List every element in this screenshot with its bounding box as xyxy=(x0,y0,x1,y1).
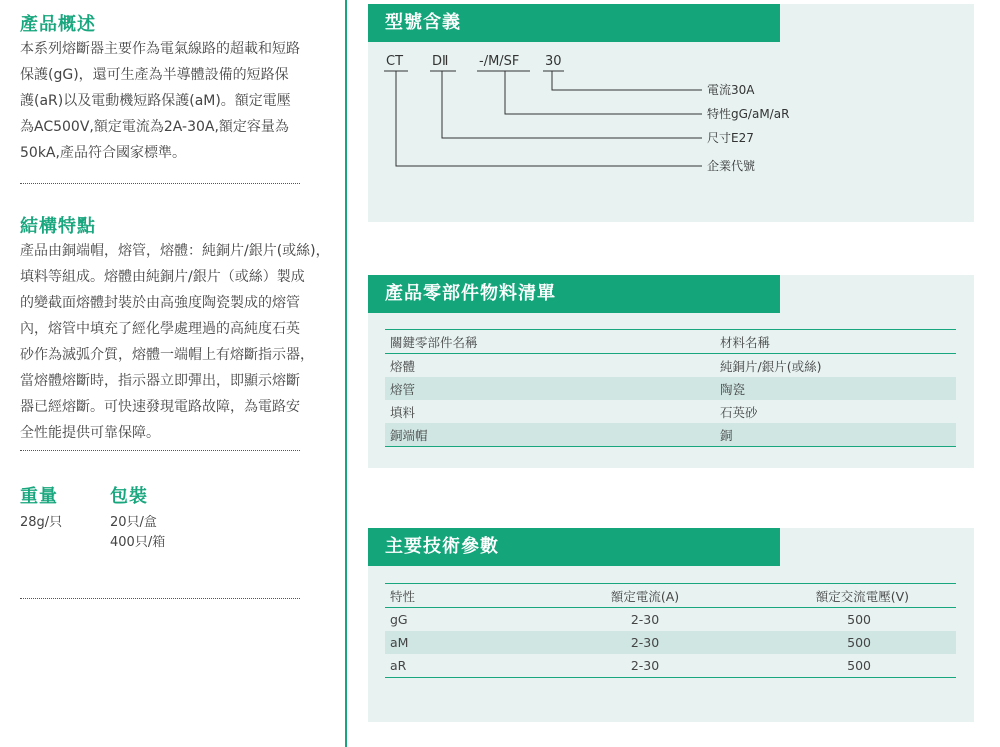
tech-table xyxy=(385,583,956,678)
tech-title: 主要技術參數 xyxy=(368,528,780,566)
label-characteristic: 特性gG/aM/aR xyxy=(707,107,790,121)
label-company-code: 企業代號 xyxy=(707,159,756,173)
divider xyxy=(20,598,300,599)
package-title: 包裝 xyxy=(110,486,148,507)
rated-voltage: 500 xyxy=(847,612,871,627)
weight-value: 28g/只 xyxy=(20,515,63,530)
code-characteristic: -/M/SF xyxy=(479,54,520,69)
rated-voltage: 500 xyxy=(735,654,956,678)
table-row xyxy=(385,354,956,378)
structure-text: 產品由銅端帽，熔管，熔體：純銅片/銀片(或絲)， 填料等組成。熔體由純銅片/銀片（或絲）製成 的變截面熔體封裝於由高強度陶瓷製成的熔管 內，熔管中填充了經化學處理過的高純度石英 砂作為滅弧介質，熔體一端帽上有熔斷指示器， 當熔體熔斷時，指示器立即彈出，即顯示熔斷 器已經熔斷。可快速發現電路故障，為電路安 全性能提供可靠保障。 xyxy=(20,243,330,441)
header-cell: 材料名稱 xyxy=(715,330,956,354)
structure-title: 結構特點 xyxy=(20,216,96,237)
left-column xyxy=(0,0,345,747)
characteristic: aR xyxy=(385,654,555,678)
part-material: 純銅片/銀片(或絲) xyxy=(720,358,822,374)
package-value: 20只/盒 400只/箱 xyxy=(110,515,166,550)
header-cell: 額定電流(A) xyxy=(555,584,735,608)
rated-current: 2-30 xyxy=(630,612,660,627)
parts-panel xyxy=(368,275,974,468)
model-panel xyxy=(368,4,974,222)
characteristic: gG xyxy=(390,612,408,627)
part-name: 熔管 xyxy=(385,377,715,400)
model-diagram xyxy=(368,4,974,222)
header-cell: 關鍵零部件名稱 xyxy=(385,330,715,354)
table-row xyxy=(385,608,956,632)
parts-title: 產品零部件物料清單 xyxy=(368,275,780,313)
header-cell: 額定交流電壓(V) xyxy=(735,584,956,608)
parts-table xyxy=(385,329,956,447)
header-cell: 特性 xyxy=(385,584,555,608)
label-size: 尺寸E27 xyxy=(707,131,754,145)
table-row xyxy=(385,631,956,654)
label-current: 電流30A xyxy=(707,83,755,97)
overview-title: 產品概述 xyxy=(20,14,96,35)
column-divider xyxy=(345,0,347,747)
weight-title: 重量 xyxy=(20,486,58,507)
part-name: 填料 xyxy=(390,404,416,420)
rated-voltage: 500 xyxy=(735,631,956,654)
table-row xyxy=(385,377,956,400)
part-name: 銅端帽 xyxy=(385,423,715,447)
table-row xyxy=(385,400,956,423)
code-size: DⅡ xyxy=(432,54,449,69)
table-row xyxy=(385,654,956,678)
overview-text: 本系列熔斷器主要作為電氣線路的超載和短路 保護(gG)，還可生產為半導體設備的短路保 護(aR)以及電動機短路保護(aM)。額定電壓 為AC500V,額定電流為2A-30A,額定容量為 50kA,產品符合國家標準。 xyxy=(20,41,300,161)
code-ct: CT xyxy=(386,54,404,69)
divider xyxy=(20,183,300,184)
table-row xyxy=(385,423,956,447)
part-name: 熔體 xyxy=(390,358,416,374)
tech-panel xyxy=(368,528,974,722)
part-material: 銅 xyxy=(715,423,956,447)
model-title: 型號含義 xyxy=(368,4,780,42)
table-header-row xyxy=(385,584,956,608)
part-material: 陶瓷 xyxy=(715,377,956,400)
rated-current: 2-30 xyxy=(555,631,735,654)
table-header-row xyxy=(385,330,956,354)
characteristic: aM xyxy=(385,631,555,654)
divider xyxy=(20,450,300,451)
part-material: 石英砂 xyxy=(720,404,758,420)
rated-current: 2-30 xyxy=(555,654,735,678)
code-current: 30 xyxy=(545,54,562,69)
